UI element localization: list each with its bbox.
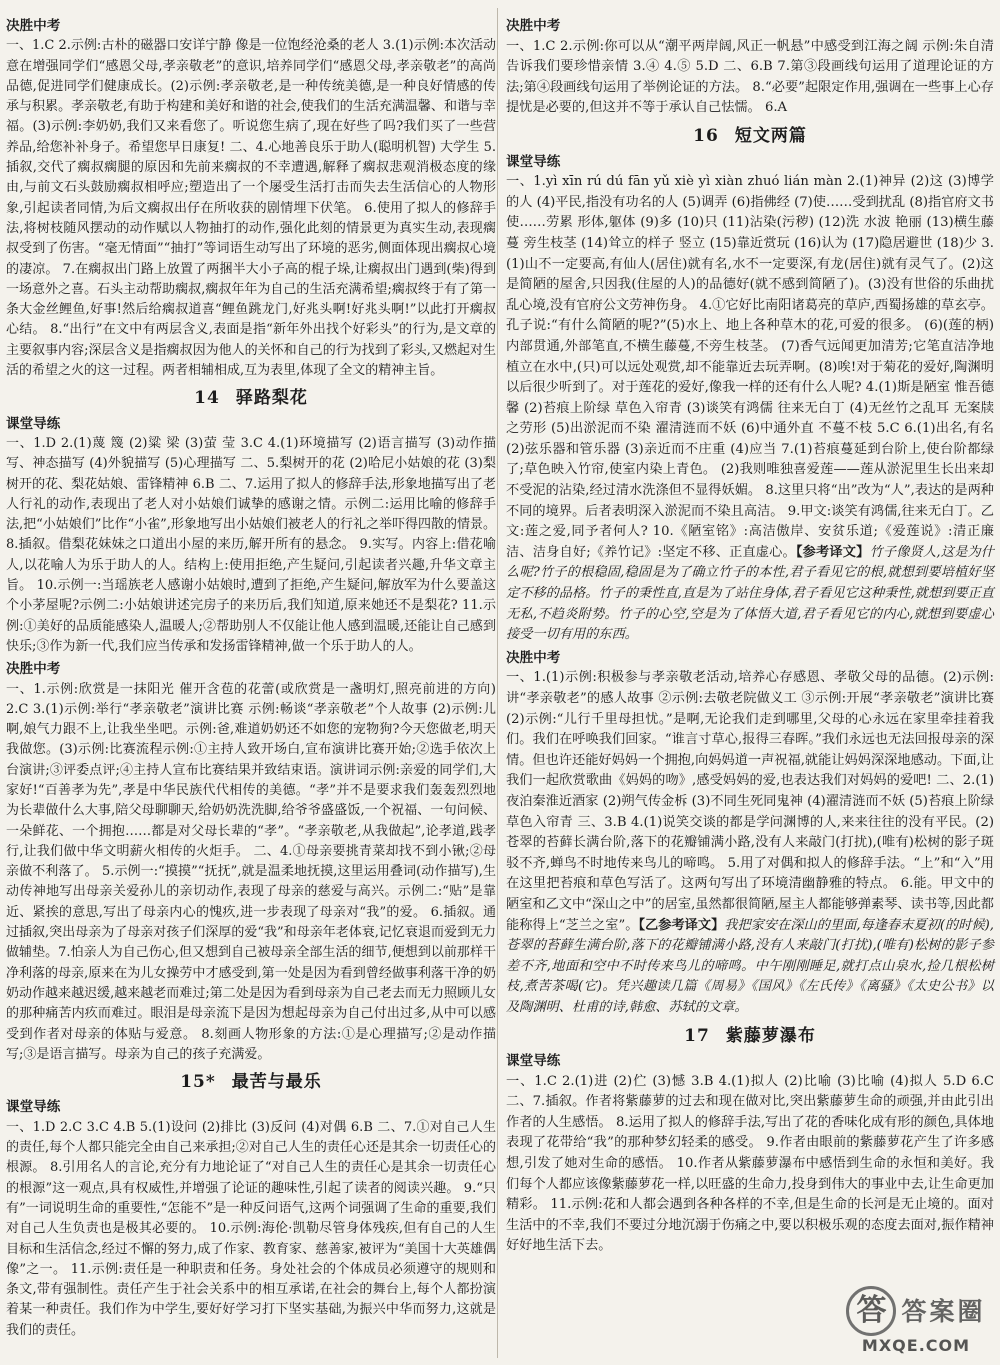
- answer-paragraph: 一、1.示例:欣赏是一抹阳光 催开含苞的花蕾(或欣赏是一盏明灯,照亮前进的方向) 2.C 3.(1)示例:举行“孝亲敬老”演讲比赛 示例:畅谈“孝亲敬老”个人故事 (2)示例:儿啊,娘气力跟不上,让我坐坐吧。示例:爸,难道奶奶还不如您的宠物狗?今天您做老,明天我做您。(3)示例:比赛流程示例:①主持人致开场白,宣布演讲比赛开始;②选手依次上台演讲;③评委点评;④主持人宣布比赛结果并致结束语。演讲词示例:亲爱的同学们,大家好!“百善孝为先”,孝是中华民族代代相传的美德。“孝”并不是要求我们轰轰烈烈地为长辈做什么大事,陪父母聊聊天,给奶奶洗洗脚,给爷爷盛盛饭,一个祝福、一句问候、一朵鲜花、一个拥抱……都是对父母长辈的“孝”。“孝亲敬老,从我做起”,论孝道,践孝行,让我们做中华文明薪火相传的火炬手。 二、4.①母亲要挑青菜却找不到小锹;②母亲做不利落了。 5.示例一:“摸摸”“抚抚”,就是温柔地抚摸,这里运用叠词(动作描写),生动传神地写出母亲关爱孙儿的亲切动作,表现了母亲的慈爱与高兴。示例二:“贴”是靠近、紧挨的意思,写出了母亲内心的愧疚,进一步表现了母亲对“我”的爱。 6.插叙。通过插叙,突出母亲为了母亲对孩子们深厚的爱“我”和母亲年老体衰,记忆衰退而爱到无力做辅垫。7.怕亲人为自己伤心,但又想到自己被母亲全部生活的细节,便想到以前那样干净利落的母亲,原来在为儿女操劳中才感受到,第一处是因为看到曾经做事利落干净的奶奶动作越来越迟缓,越来越老而难过;第二处是因为看到母亲为自己老去而无力照顾儿女的那种痛苦内疚而难过。眼泪是母亲流下是因为想起母亲为自己付出过多,从中可以感受到作者对母亲的体贴与爱意。 8.刻画人物形象的方法:①是心理描写;②是动作描写;③是语言描写。母亲为自己的孩子充满爱。: [6, 681, 496, 1062]
- section-heading: 课堂导练: [506, 1053, 561, 1070]
- chapter-number: 17: [684, 1025, 710, 1046]
- answer-text: 一、1.(1)示例:积极参与孝亲敬老活动,培养心存感恩、孝敬父母的品德。(2)示例:讲“孝亲敬老”的感人故事 ②示例:去敬老院做义工 ③示例:开展“孝亲敬老”演讲比赛 (2)示例:“儿行千里母担忧。”是啊,无论我们走到哪里,父母的心永远在家里牵挂着我们。我们在呼唤我们回家。“谁言寸草心,报得三春晖。”我们永远也无法回报母亲的深情。但也许还能好妈妈一个拥抱,向妈妈道一声祝福,就能让妈妈深深地感动。下面,让我们一起欣赏歌曲《妈妈的吻》,感受妈妈的爱,也表达我们对妈妈的爱吧! 二、2.(1)夜泊秦淮近酒家 (2)朔气传金柝 (3)不同生死同鬼神 (4)濯清涟而不妖 (5)苔痕上阶绿 草色入帘青 三、3.B 4.(1)说笑交谈的都是学问渊博的人,来来往往的没有平民。(2)苍翠的苔藓长满台阶,落下的花瓣铺满小路,没有人来敲门(打扰),(唯有)松树的影子斑驳不齐,蝉鸟不时地传来鸟儿的啼鸣。 5.用了对偶和拟人的修辞手法。“上”和“入”用在这里把苔痕和草色写活了。这两句写出了环境清幽静雅的特点。 6.能。甲文中的陋室和乙文中“深山之中”的居室,虽然都很简陋,屋主人都能够弹素琴、读书等,因此都能称得上“芝兰之室”。: [506, 670, 994, 933]
- section-heading: 课堂导练: [6, 1099, 61, 1116]
- chapter-number: 15*: [180, 1072, 216, 1093]
- watermark-domain: MXQE.COM: [861, 1336, 971, 1355]
- chapter-name: 短文两篇: [734, 125, 807, 146]
- chapter-title-15: [6, 1072, 496, 1092]
- answer-paragraph: 一、1.C 2.(1)进 (2)伫 (3)憾 3.B 4.(1)拟人 (2)比喻 (3)比喻 (4)拟人 5.D 6.C 二、7.插叙。作者将紫藤萝的过去和现在做对比,突出紫藤萝生命的顽强,并由此引出作者的人生感悟。 8.运用了拟人的修辞手法,写出了花的香味化成有形的颜色,具体地表现了花带给“我”的那种梦幻轻柔的感受。 9.作者由眼前的紫藤萝花产生了许多感想,引发了她对生命的感悟。 10.作者从紫藤萝瀑布中感悟到生命的永恒和美好。我们每个人都应该像紫藤萝花一样,以旺盛的生命力,投身到伟大的事业中去,让生命更加精彩。 11.示例:花和人都会遇到各种各样的不幸,但是生命的长河是无止境的。面对生活中的不幸,我们不要过分地沉溺于伤痛之中,要以积极乐观的态度去面对,振作精神好好地生活下去。: [506, 1073, 994, 1254]
- reference-label: 【乙参考译文】: [638, 917, 725, 933]
- answer-paragraph: 一、1.D 2.(1)蔑 篾 (2)粱 梁 (3)萤 莹 3.C 4.(1)环境描写 (2)语言描写 (3)动作描写、神态描写 (4)外貌描写 (5)心理描写 二、5.梨树开的花 (2)哈尼小姑娘的花 (3)梨树开的花、梨花姑娘、雷锋精神 6.B 二、7.运用了拟人的修辞手法,形象地描写出了老人行礼的动作,表现出了老人对小姑娘们诚挚的感谢之情。示例二:运用比喻的修辞手法,把“小姑娘们”比作“小雀”,形象地写出小姑娘们被老人的行礼之举吓得四散的情景。 8.插叙。借梨花妹妹之口道出小屋的来历,解开所有的悬念。 9.实写。内容上:借花喻人,以花喻人为乐于助人的人。结构上:使用拒绝,产生疑问,引起读者兴趣,升华文章主旨。 10.示例一:当瑶族老人感谢小姑娘时,遭到了拒绝,产生疑问,解放军为什么要盖这个小茅屋呢?示例二:小姑娘讲述完房子的来历后,我们知道,原来她还不是梨花? 11.示例:①美好的品质能感染人,温暖人;②帮助别人不仅能让他人感到温暖,还能让自己感到快乐;③作为新一代,我们应当传承和发扬雷锋精神,做一个乐于助人的人。: [6, 435, 496, 654]
- answer-paragraph: [506, 172, 994, 646]
- answer-paragraph: 一、1.D 2.C 3.C 4.B 5.(1)设问 (2)排比 (3)反问 (4)对偶 6.B 二、7.①对自己人生的责任,每个人都只能完全由自己来承担;②对自己人生的责任心还是其余一切责任心的根源。 8.引用名人的言论,充分有力地论证了“对自己人生的责任心是其余一切责任心的根源”这一观点,具有权威性,并增强了论证的趣味性,引起了读者的阅读兴趣。 9.“只有”一词说明生命的重要性,“怎能不”是一种反问语气,这两个词强调了生命的重要,我们对自己人生负责也是极其必要的。 10.示例:海伦·凯勒尽管身体残疾,但有自己的人生目标和生活信念,经过不懈的努力,成了作家、教育家、慈善家,被评为“美国十大英雄偶像”之一。 11.示例:责任是一种职责和任务。身处社会的个体成员必须遵守的规则和条文,带有强制性。责任产生于社会关系中的相互承诺,在社会的舞台上,每个人都扮演着某一种责任。我们作为中学生,要好好学习打下坚实基础,为振兴中华而努力,这就是我们的责任。: [6, 1119, 496, 1338]
- block-heading: 决胜中考: [6, 18, 61, 34]
- block-heading: 决胜中考: [506, 18, 561, 34]
- chapter-name: 紫藤萝瀑布: [725, 1025, 816, 1046]
- left-column: [6, 14, 496, 1341]
- chapter-title-16: [506, 126, 994, 147]
- chapter-number: 16: [693, 125, 719, 146]
- block-heading: 决胜中考: [6, 661, 61, 678]
- site-watermark: [846, 1286, 986, 1355]
- reference-translation: 我把家安在深山的里面,每逢春末夏初(的时候),苍翠的苔藓生满台阶,落下的花瓣铺满小路,没有人来敲门(打扰),(唯有)松树的影子参差不齐,地面和空中不时传来鸟儿的啼鸣。中午刚刚睡足,就打点山泉水,捡几根松树枝,煮苦茶喝(它)。凭兴趣读几篇《周易》《国风》《左氏传》《离骚》《太史公书》以及陶渊明、杜甫的诗,韩愈、苏轼的文章。: [506, 917, 994, 1015]
- right-column: [506, 14, 994, 1257]
- answer-paragraph: 一、1.C 2.示例:古朴的磁器口安详宁静 像是一位饱经沧桑的老人 3.(1)示例:本次活动意在增强同学们“感恩父母,孝亲敬老”的意识,培养同学们“感恩父母,孝亲敬老”的高尚品德,促进同学们健康成长。(2)示例:孝亲敬老,是一种传统美德,是一种良好情感的传承与积累。孝亲敬老,有助于构建和美好和谐的社会,使我们的生活充满温馨、和谐与幸福。(3)示例:李奶奶,我们又来看您了。听说您生病了,现在好些了吗?我们买了一些营养品,给您补补身子。希望您早日康复! 二、4.心地善良乐于助人(聪明机智) 大学生 5.插叙,交代了瘸叔瘸腿的原因和先前来瘸叔的不幸遭遇,解释了瘸叔悲观消极态度的缘由,与前文石头鼓励瘸叔相呼应;塑造出了一个屡受生活打击而失去生活信心的人物形象,引起读者同情,为后文瘸叔出仔在所收获的剧情埋下伏笔。 6.使用了拟人的修辞手法,将树枝随风摆动的动作赋以人物抽打的动作,强化此刻的情景更为真实生动,表现瘸叔受到了伤害。“毫无情面”“抽打”等词语生动写出了环境的恶劣,侧面体现出瘸叔心境的凄凉。 7.在瘸叔出门路上放置了两捆半大小子高的棍子垛,让瘸叔出门遇到(柴)得到一场意外之喜。石头主动帮助瘸叔,瘸叔年年为自己的生活充满希望;瘸叔终于有了第一条大金丝鲤鱼,好事!然后给瘸叔道喜“鲤鱼跳龙门,好兆头啊!好兆头啊!”以此打开瘸叔心结。 8.“出行”在文中有两层含义,表面是指“新年外出找个好彩头”的行为,是文章的主要叙事内容;深层含义是指瘸叔因为他人的关怀和自己的行为找到了彩头,又燃起对生活的希望之火的这一过程。两者相辅相成,互为表里,体现了全文的精神主旨。: [6, 38, 496, 379]
- answer-text: 一、1.yì xīn rú dú fān yǔ xiè yì xiàn zhuó lián màn 2.(1)神异 (2)这 (3)博学的人 (4)平民,指没有功名的人 (5)调弄 (6)指佛经 (7)使……受到扰乱 (8)指官府文书 使……劳累 形体,躯体 (9)多 (10)只 (11)沾染(污秽) (12)洗 水波 艳丽 (13)横生藤蔓 旁生枝茎 (14)耸立的样子 竖立 (15)靠近赏玩 (16)认为 (17)隐居避世 (18)少 3.(1)山不一定要高,有仙人(居住)就有名,水不一定要深,有龙(居住)就有灵气了。(2)这是简陋的屋舍,只因我(住屋的人)的品德好(就不感到简陋了)。(3)没有世俗的乐曲扰乱心境,没有官府公文劳神伤身。 4.①它好比南阳诸葛亮的草庐,西蜀扬雄的草玄亭。孔子说:“有什么简陋的呢?”(5)水上、地上各种草木的花,可爱的很多。 (6)(莲的柄)内部贯通,外部笔直,不横生藤蔓,不旁生枝茎。 (7)香气远闻更加清芳;它笔直洁净地植立在水中,(只)可以远处观赏,却不能靠近去玩弄啊。(8)唉!对于菊花的爱好,陶渊明以后很少听到了。对于莲花的爱好,像我一样的还有什么人呢? 4.(1)斯是陋室 惟吾德馨 (2)苔痕上阶绿 草色入帘青 (3)谈笑有鸿儒 往来无白丁 (4)无丝竹之乱耳 无案牍之劳形 (5)出淤泥而不染 濯清涟而不妖 (6)中通外直 不蔓不枝 5.C 6.(1)出名,有名 (2)弦乐器和管乐器 (3)亲近而不庄重 (4)应当 7.(1)苔痕蔓延到台阶上,使台阶都绿了;草色映入竹帘,使室内染上青色。 (2)我则唯独喜爱莲——莲从淤泥里生长出来却不受泥的沾染,经过清水洗涤但不显得妖媚。 8.这里只将“出”改为“人”,表达的是两种不同的境界。后者表明深入淤泥而不染且高洁。 9.甲文:谈笑有鸿儒,往来无白丁。乙文:莲之爱,同予者何人? 10.《陋室铭》:高洁傲岸、安贫乐道;《爱莲说》:清正廉洁、洁身自好;《养竹记》:坚定不移、正直虚心。: [506, 174, 994, 560]
- chapter-number: 14: [194, 388, 220, 409]
- section-heading: 课堂导练: [6, 415, 61, 432]
- answer-paragraph: 一、1.C 2.示例:你可以从“潮平两岸阔,风正一帆悬”中感受到江海之阔 示例:朱自清告诉我们要珍惜亲情 3.④ 4.⑤ 5.D 二、6.B 7.第③段画线句运用了道理论证的方法;第④段画线句运用了举例论证的方法。 8.“必要”起限定作用,强调在一些事上心存提忧是必要的,但这并不等于承认自己怯懦。 6.A: [506, 38, 994, 116]
- chapter-title-17: [506, 1026, 994, 1047]
- chapter-name: 驿路梨花: [235, 388, 308, 409]
- chapter-name: 最苦与最乐: [231, 1072, 322, 1093]
- reference-label: 【参考译文】: [795, 544, 870, 560]
- chapter-title-14: [6, 388, 496, 408]
- reference-translation: 竹子像贤人,这是为什么呢?竹子的根稳固,稳固是为了确立竹子的本性,君子看见它的根,就想到要培植好坚定不移的品格。竹子的秉性直,直是为了站住身体,君子看见它这种秉性,就想到要正直无私,不趋炎附势。竹子的心空,空是为了体悟大道,君子看见它的内心,就想到要虚心接受一切有用的东西。: [506, 544, 994, 643]
- block-heading: 决胜中考: [506, 649, 561, 666]
- answer-paragraph: [506, 668, 994, 1018]
- watermark-text: 答案圈: [901, 1297, 986, 1326]
- column-divider: [497, 8, 498, 1358]
- watermark-logo-icon: 答: [846, 1286, 896, 1336]
- section-heading: 课堂导练: [506, 153, 561, 170]
